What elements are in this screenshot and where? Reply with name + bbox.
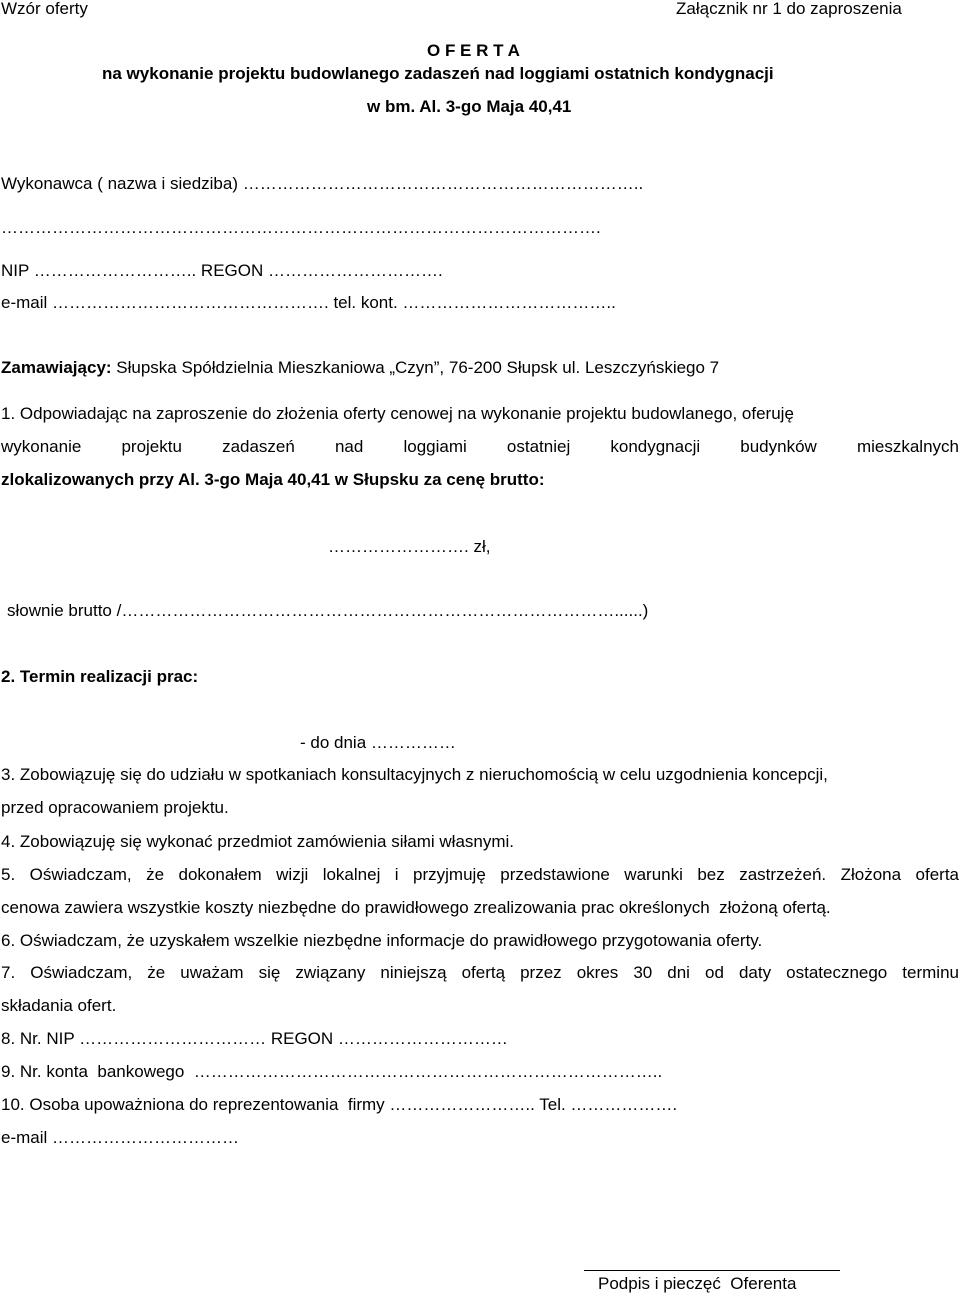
deadline-date: - do dnia ……………: [300, 733, 456, 752]
p8-line: 8. Nr. NIP …………………………… REGON …………………………: [1, 1029, 508, 1048]
client-label: Zamawiający:: [1, 358, 112, 377]
price-in-words: słownie brutto /……………………………………………………………………………......): [7, 601, 649, 620]
offer-title: O F E R T A: [427, 41, 520, 60]
price-amount: ……………………. zł,: [328, 537, 491, 556]
contractor-name-line: Wykonawca ( nazwa i siedziba) ……………………………………………………………..: [1, 174, 644, 193]
signature-label: Podpis i pieczęć Oferenta: [598, 1274, 797, 1293]
client-line: [1, 357, 719, 379]
client-value: Słupska Spółdzielnia Mieszkaniowa „Czyn”, 76-200 Słupsk ul. Leszczyńskiego 7: [111, 358, 720, 377]
p1-line2: wykonanie projektu zadaszeń nad loggiami ostatniej kondygnacji budynków mieszkalnych: [1, 437, 959, 456]
final-email-line: e-mail ……………………………: [1, 1128, 240, 1147]
p4-line: 4. Zobowiązuję się wykonać przedmiot zamówienia siłami własnymi.: [1, 832, 515, 851]
p6-line: 6. Oświadczam, że uzyskałem wszelkie niezbędne informacje do prawidłowego przygotowania oferty.: [1, 931, 763, 950]
p9-line: 9. Nr. konta bankowego ………………………………………………………………………..: [1, 1062, 663, 1081]
header-left: Wzór oferty: [1, 0, 88, 18]
header-right: Załącznik nr 1 do zaproszenia: [676, 0, 902, 18]
signature-line: [584, 1270, 840, 1271]
p1-line3: zlokalizowanych przy Al. 3-go Maja 40,41 w Słupsku za cenę brutto:: [1, 470, 545, 489]
p10-line: 10. Osoba upoważniona do reprezentowania firmy …………………….. Tel. ……………….: [1, 1095, 678, 1114]
p7-line1: 7. Oświadczam, że uważam się związany niniejszą ofertą przez okres 30 dni od daty ostatecznego terminu: [1, 963, 959, 982]
p3-line2: przed opracowaniem projektu.: [1, 798, 229, 817]
p3-line1: 3. Zobowiązuję się do udziału w spotkaniach konsultacyjnych z nieruchomością w celu uzgodnienia koncepcji,: [1, 765, 828, 784]
offer-address: w bm. Al. 3-go Maja 40,41: [367, 97, 572, 116]
p7-line2: składania ofert.: [1, 996, 117, 1015]
contractor-nip-regon: NIP ……………………….. REGON ………………………….: [1, 261, 443, 280]
offer-subtitle: na wykonanie projektu budowlanego zadaszeń nad loggiami ostatnich kondygnacji: [102, 64, 774, 83]
p1-line1: 1. Odpowiadając na zaproszenie do złożenia oferty cenowej na wykonanie projektu budowlanego, oferuję: [1, 404, 794, 423]
p5-line2: cenowa zawiera wszystkie koszty niezbędne do prawidłowego zrealizowania prac określonych złożoną ofertą.: [1, 898, 831, 917]
deadline-heading: 2. Termin realizacji prac:: [1, 667, 199, 686]
contractor-email-tel: e-mail …………………………………………. tel. kont. ………………………………..: [1, 293, 616, 312]
p5-line1: 5. Oświadczam, że dokonałem wizji lokalnej i przyjmuję przedstawione warunki bez zastrzeżeń. Złożona oferta: [1, 865, 959, 884]
contractor-address-line: …………………………………………………………………………………………….: [1, 218, 601, 237]
